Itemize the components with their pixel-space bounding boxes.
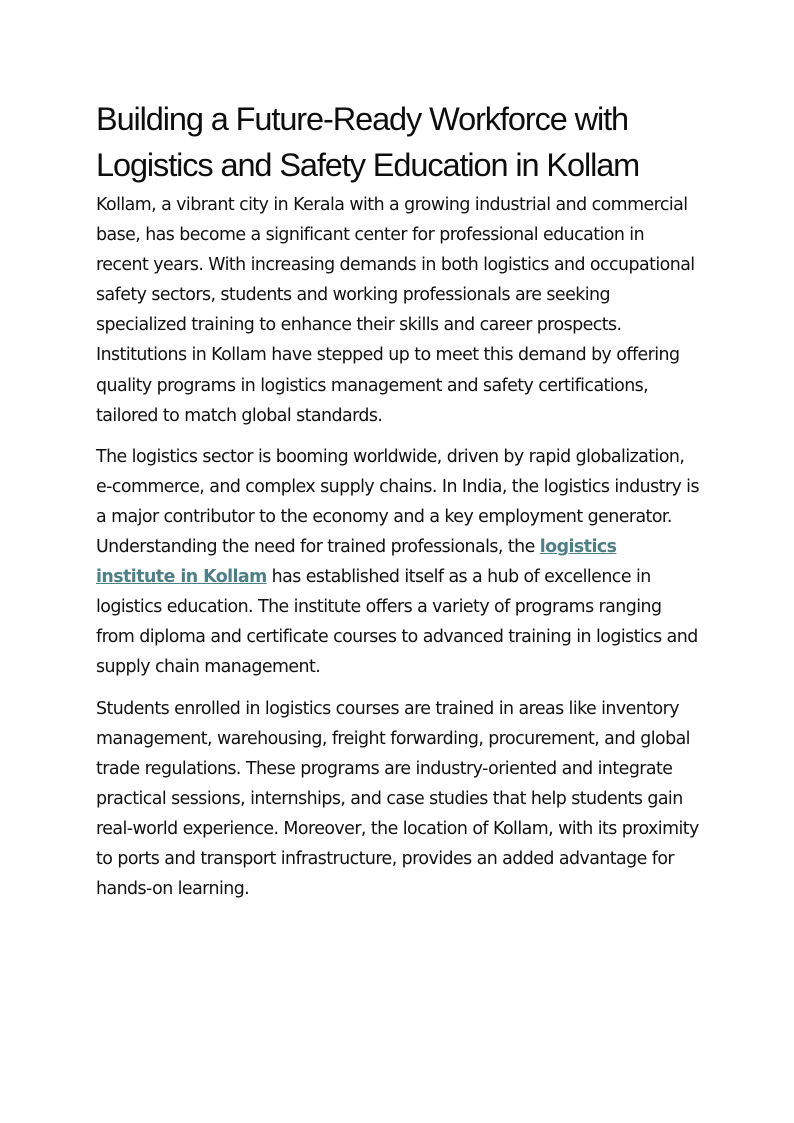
paragraph-text-after-link: has established itself as a hub of excellence in logistics education. The institute offers a variety of programs ranging from diploma and certificate courses to advanced training in logistics and supply chain management. <box>96 567 698 678</box>
page-title: Building a Future-Ready Workforce with Logistics and Safety Education in Kollam <box>96 101 640 183</box>
paragraph-text-before-link: The logistics sector is booming worldwide, driven by rapid globalization, e-commerce, and complex supply chains. In India, the logistics industry is a major contributor to the economy and a key employment generator. Understanding the need for trained professionals, the <box>96 446 699 558</box>
document-page <box>96 96 700 915</box>
paragraph-intro: Kollam, a vibrant city in Kerala with a growing industrial and commercial base, has become a significant center for professional education in recent years. With increasing demands in both logistics and occupational safety sectors, students and working professionals are seeking specialized training to enhance their skills and career prospects. Institutions in Kollam have stepped up to meet this demand by offering quality programs in logistics management and safety certifications, tailored to match global standards. <box>96 195 695 426</box>
paragraph-courses: Students enrolled in logistics courses are trained in areas like inventory management, warehousing, freight forwarding, procurement, and global trade regulations. These programs are industry-oriented and integrate practical sessions, internships, and case studies that help students gain real-world experience. Moreover, the location of Kollam, with its proximity to ports and transport infrastructure, provides an added advantage for hands-on learning. <box>96 698 699 900</box>
logistics-institute-link[interactable]: logistics institute in Kollam <box>96 537 617 588</box>
paragraph-logistics-sector <box>96 442 700 683</box>
